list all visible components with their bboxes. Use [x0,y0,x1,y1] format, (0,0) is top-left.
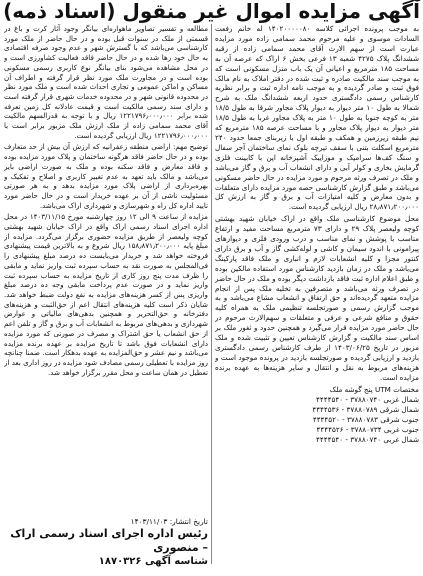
ad-id: شناسه آگهی ۱۸۷۰۳۲۶ [98,556,208,567]
utm-label: مختصات UTM پنج گوشه ملک [329,384,419,394]
notice-footer [4,517,208,568]
auction-terms-paragraph: مزایده از ساعت ۹ الی ۱۲ روز چهارشنبه مورخ ۱۴۰۳/۱۱/۱۵ در محل اداره اجرای اسناد رسمی اراک واقع در اراک خیابان شهید بهشتی کوچه ولیعصر از طریق مزایده حضوری برگزار می‌گردد. مزایده از مبلغ پایه ۱۵۸٫۸۷۱٫۲۰۰٫۰۰۰ ریال شروع و به بالاترین قیمت پیشنهادی فروخته خواهد شد و خریدار می‌بایست ده درصد مبلغ پیشنهادی را فی‌المجلس به صورت نقد به حساب سپرده ثبت واریز نماید و مابقی را ظرف مدت پنج روز کاری از تاریخ مزایده به حساب سپرده ثبت واریز نماید و در صورت عدم پرداخت مابقی وجه ده درصد مبلغ واریزی پس از کسر هزینه‌های مزایده به نفع دولت ضبط خواهد شد. شایان ذکر است کلیه هزینه‌های انتقال اعم از حق‌الثبت و هزینه‌های دفترخانه و حق‌التحریر و همچنین بدهی‌های مالیاتی و عوارض شهرداری و بدهی‌های مربوط به انشعابات آب و برق و گاز و تلفن اعم از حق انشعاب یا حق اشتراک و مصرف در صورتی که مورد مزایده دارای انشعابات فوق باشد تا تاریخ مزایده بر عهده برنده مزایده می‌باشد و نیم عشر و حق‌المزایده به عهده بدهکار است. ضمنا چنانچه روز مزایده با تعطیلی رسمی مصادف شود مزایده در روز اداری بعد از تعطیل در همان ساعت و محل مقرر برگزار خواهد شد. [4,212,208,377]
publish-date: تاریخ انتشار: ۱۴۰۳/۱۱/۰۳ [130,517,208,526]
property-description-paragraph: به موجب پرونده اجرائی کلاسه ۱۴۰۲۰۰۰۰۰۸۰ له خانم رفعت السادات موسوی و علیه مرحوم محمد سمامی زاده مورد مزایده عبارت است از سهم الارث آقای محمد سمامی زاده از رقبه ششدانگ پلاک ۴۲۷۵ شعبه ۱۳ فرعی بخش ۶ اراک که عرصه آن به مساحت ۱۸۵ مترمربع و اعیانی آن یک باب منزل مسکونی است که به موجب سند مالکیت صادره و ثبت شده در دفتر املاک به نام مالک فوق ثبت و صادر گردیده و به موجب نامه اداره ثبت و برابر نظریه کارشناس رسمی دادگستری حدود اربعه ششدانگ ملک به شرح شمالا به طول ۱۰ متر دیوار به دیوار پلاک مجاور شرقا به طول ۱۸/۵ متر به کوچه جنوبا به طول ۱۰ متر به پلاک مجاور غربا به طول ۱۸/۵ متر دیوار به دیوار پلاک مجاور و با مساحت عرصه ۱۸۵ مترمربع که نیم طبقه زیرزمین و همکف و طبقه اول با زیربنای جمعا حدود ۲۴۰ مترمربع اسکلت بتنی با سقف تیرچه بلوک نمای ساختمان آجر سفال و سنگ کف‌ها سرامیک و موزاییک آشپزخانه اپن با کابینت فلزی گرمایش بخاری و کولر آبی و دارای انشعاب آب و برق و گاز می‌باشد و ملک در تصرف ورثه مرحوم و مورد مزایده در حال حاضر مسکونی می‌باشد و طبق گزارش کارشناسی حصه مورد مزایده دارای متعلقات و بدون معارض و کلیه امتیازات آب و برق و گاز به ارزش کل ۲۸٫۸۷۱٫۲۰۰٫۰۰۰ ریال ارزیابی گردیده است. [215,24,419,212]
title-band [0,0,423,22]
notice-title: آگهی مزایده اموال غیر منقول (اسناد ذمه) [3,0,420,23]
satellite-analysis-paragraph: مطالعه و تفسیر تصاویر ماهواره‌ای بیانگر وجود آثار کرت و باغ در قسمتی از ملک در سنوات قبل بوده و در حال حاضر از ملک مورد کارشناسی می‌باشد که با گسترش شهر و عدم وجود صرفه اقتصادی به حال خود رها شده و در حال حاضر فاقد فعالیت کشاورزی است و در محل مشاهده می‌شود بنای بیانگر نوع کاربری رسمی مسکونی بوده است و در مجاورت ملک مورد نظر قرار گرفته و اطراف آن مساکن و اماکن عمومی و تجاری احداث شده است و ملک مورد نظر در محدوده قانونی شهر و در محدوده خدمات شهری قرار گرفته است و دارای سند رسمی مالکیت است و قیمت عادلانه کل زمین تعرفه شده برابر ۱۲۲۱۷۹۶٫۰۰۰٫۰۰۰ ریال و با توجه به قدرالسهم مالکیت آقای محمد سمامی زاده از ملک ارزش ملک مزبور برابر است با ۱۲۲۱۷۹۶٫۰۰۰٫۰۰۰ ریال ارزیابی گردیده است. [4,24,208,140]
signer-line: رئیس اداره اجرای اسناد رسمی اراک – منصوری [10,527,208,554]
utm-point: جنوب غربی ۳۷۸۸۰۷۳۴ - ۴۴۴۴۵۲۶ [316,424,419,434]
utm-point: شمال غربی ۳۷۸۸۰۷۴۰ - ۴۴۴۴۵۴۰ [316,434,419,444]
important-note-paragraph: توضیح مهم: اراضی منطقه زعفرانیه که ارزش آن بیش از حد متعارف بوده و در حال حاضر فاقد هرگونه ساختمان و پلاک مورد مزایده بوده و فاقد معارض و فاقد سکنه بوده و ملک به صورت اراضی بایر می‌باشد و مالک باید تعهد به عدم تغییر کاربری و اصلاح و تفکیک و بهره‌برداری از اراضی پلاک مورد مزایده بدهد و به هر صورتی مسئولیت ناشی از آن بر عهده خریدار است و در حال حاضر مورد تایید اداره کل راه و شهرسازی و شهرداری اراک می‌باشد. [4,142,208,210]
right-column [215,24,419,572]
expert-report-paragraph: محل موضوع کارشناسی ملک واقع در اراک خیابان شهید بهشتی کوچه ولیعصر پلاک ۲۹ و دارای ۷۳ مترمربع مساحت مفید و ارتفاع مناسب با پوشش و نمای مناسب و درب ورودی فلزی و دیوارهای پیرامونی با اندود سیمان و کاشی و لوله‌کشی گاز و آب و برق دارای کنتور مجزا و کلیه انشعابات لازم و انباری و ملک فاقد پارکینگ می‌باشد و ملک در زمان بازدید کارشناس مورد استفاده مالکین بوده و طبق اعلام اداره ثبت فاقد بازداشت دیگر بوده و ملک در حال حاضر در تصرف ورثه می‌باشد و متصرفین به تخلیه ملک پس از انجام مزایده متعهد گردیده‌اند و حق ارتفاق و انشعاب مشاع می‌باشد و به موجب گزارش رسمی و صورتجلسه تنظیمی ملک به همراه کلیه حقوق و منافع شرعی و عرفی و متعلقات و سهم‌الارث مرحوم در حال حاضر مورد مزایده قرار می‌گیرد و همچنین حدود و ثغور ملک بر اساس سند مالکیت و گزارش کارشناس تعیین و تثبیت شده و ملک مزبور در تاریخ ۱۴۰۳/۰۶/۲۵ از طرف کارشناس رسمی دادگستری بازدید و ارزیابی گردیده و صورتجلسه بازدید در پرونده موجود است و هزینه‌های مربوط به نقل و انتقال و سایر هزینه‌ها به عهده برنده مزایده است. [215,214,419,382]
utm-point: جنوب شرقی ۳۷۸۸۰۷۸۳ - ۴۴۴۴۵۲۰ [312,414,419,424]
utm-point: شمال شرقی ۳۷۸۸۰۷۸۹ - ۴۴۴۴۵۳۶ [312,404,419,414]
column-divider [211,24,212,564]
utm-point: شمال غربی ۳۷۸۸۰۷۴۰ - ۴۴۴۴۵۴۰ [316,394,419,404]
utm-coordinates [215,385,419,445]
left-column [4,24,208,572]
